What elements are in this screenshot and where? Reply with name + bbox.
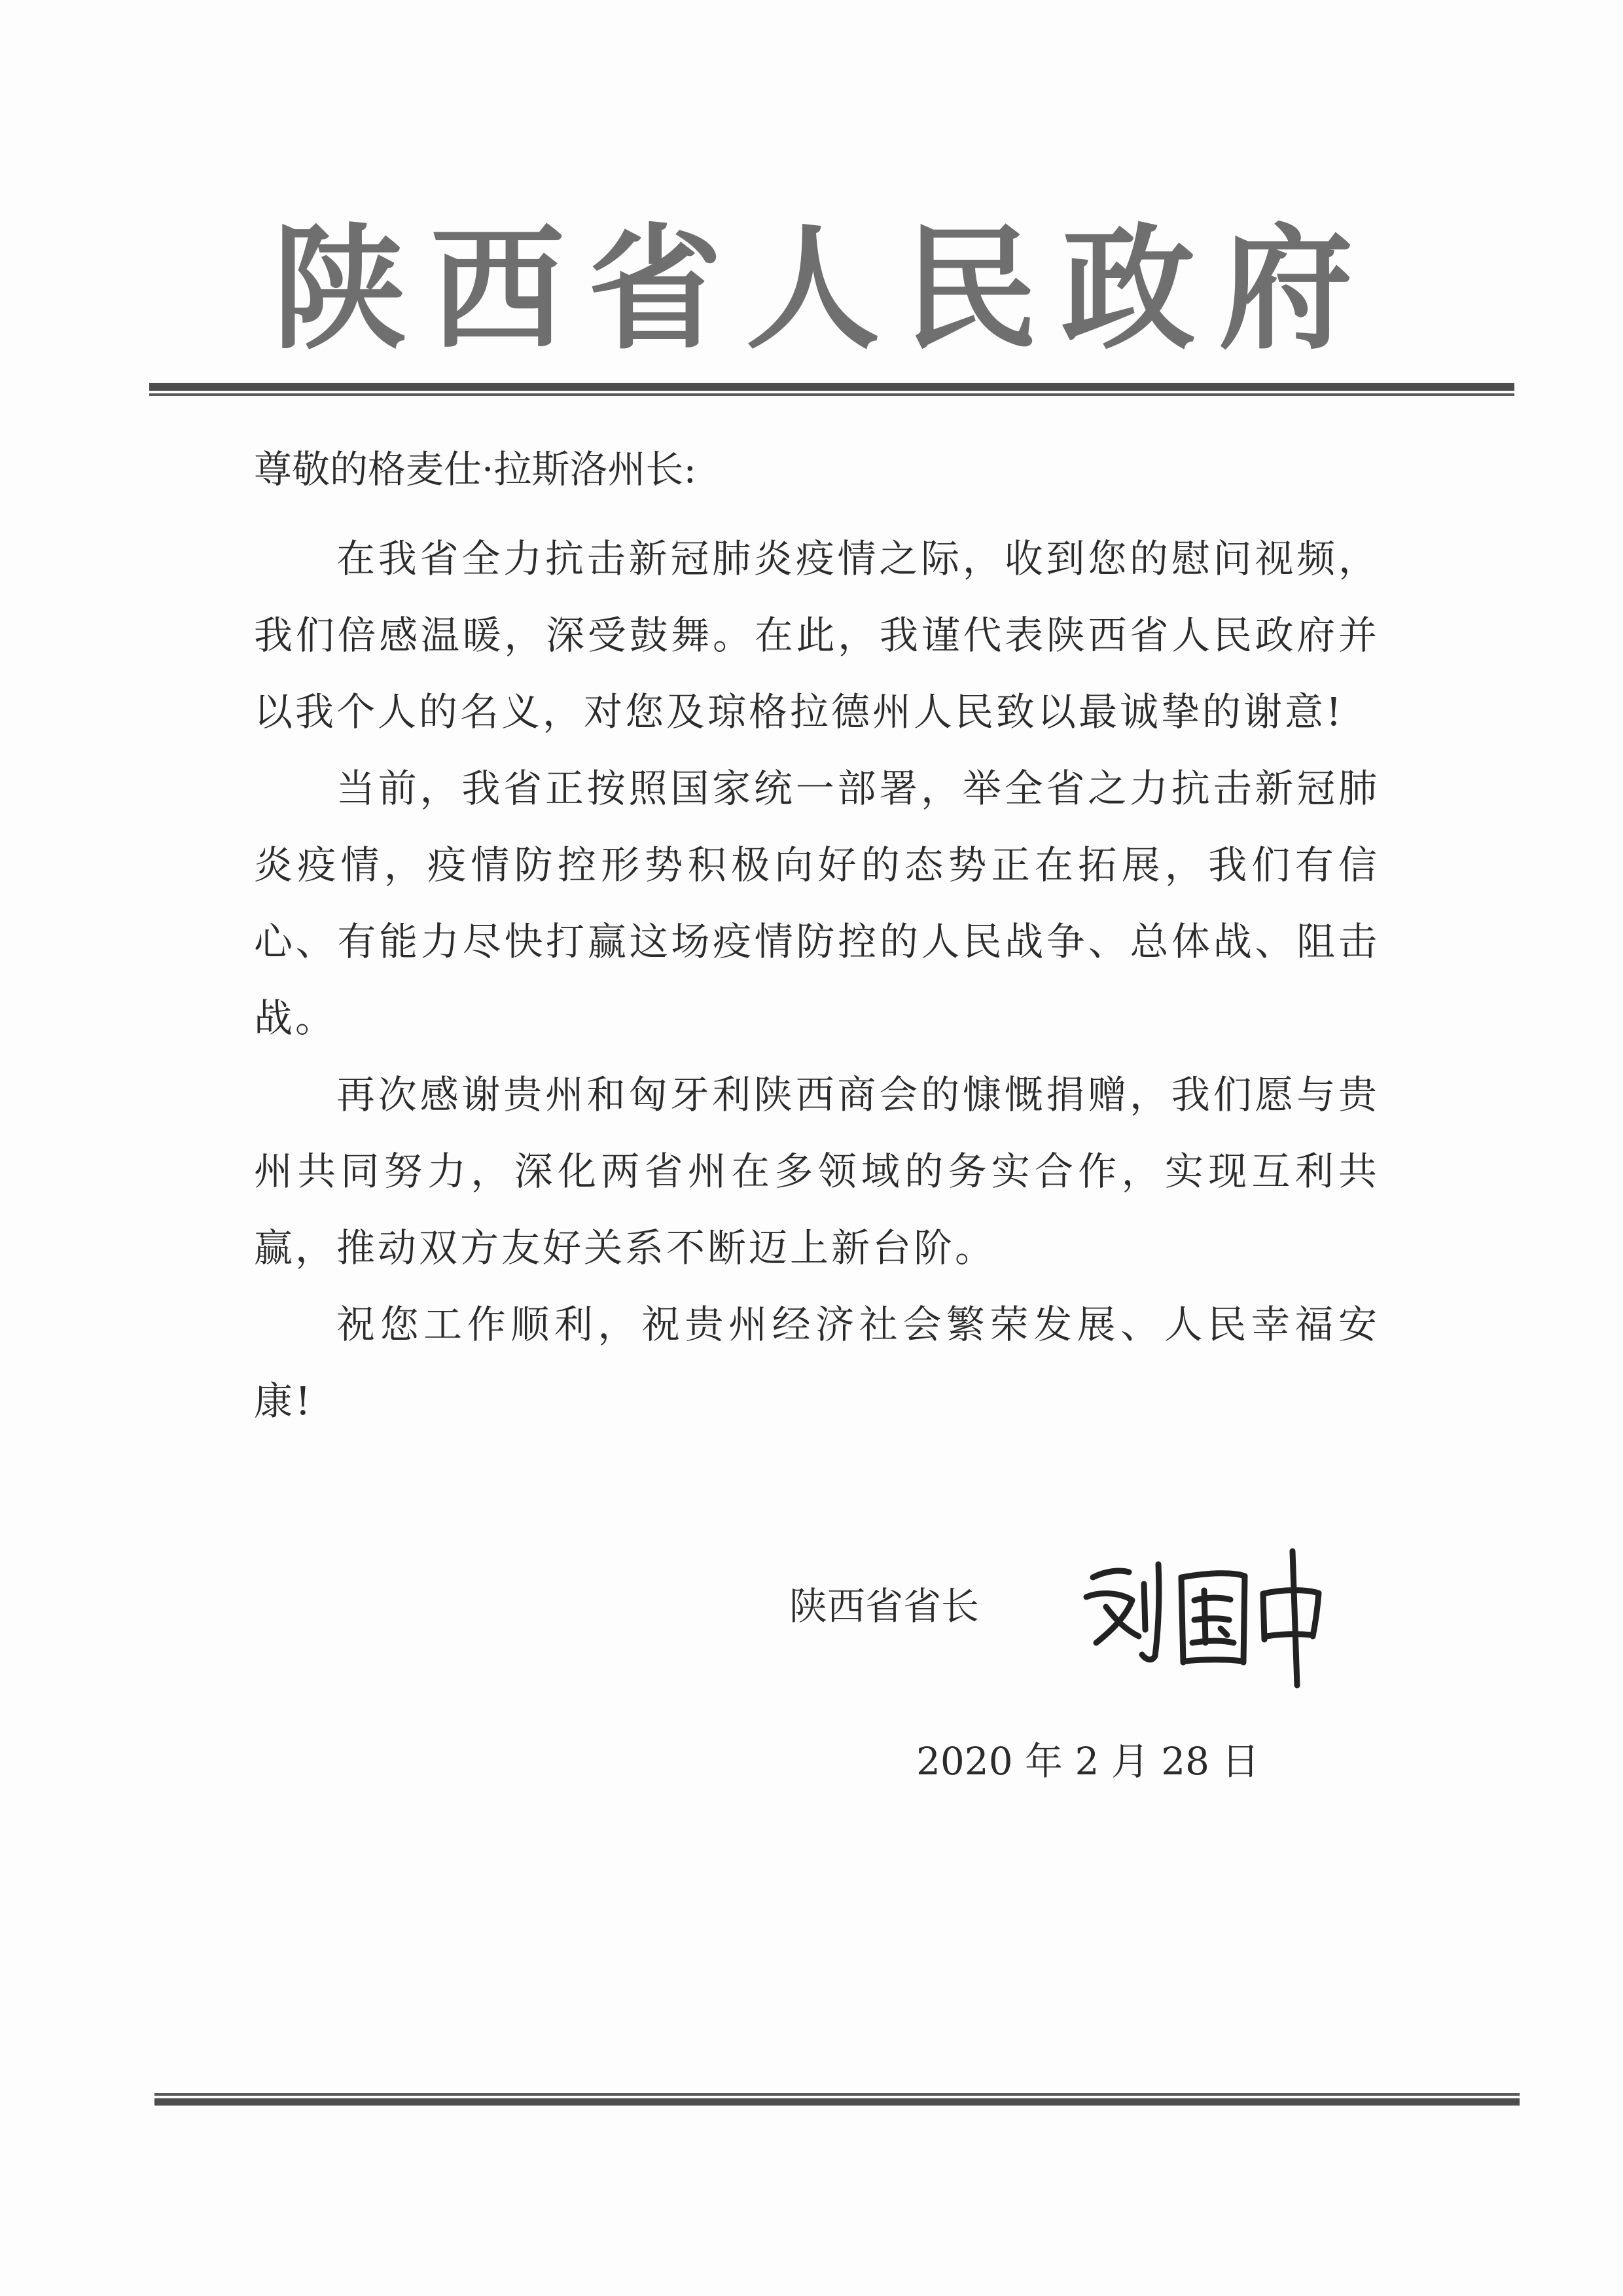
letterhead-rule bbox=[149, 383, 1514, 397]
salutation: 尊敬的格麦仕·拉斯洛州长: bbox=[254, 447, 696, 492]
body-paragraph-3: 再次感谢贵州和匈牙利陕西商会的慷慨捐赠，我们愿与贵州共同努力，深化两省州在多领域的务实合作，实现互利共赢，推动双方友好关系不断迈上新台阶。 bbox=[254, 1072, 1380, 1270]
footer-rule bbox=[154, 2093, 1520, 2106]
signer-title: 陕西省省长 bbox=[789, 1584, 980, 1628]
letterhead-title: 陕西省人民政府 bbox=[272, 211, 1377, 368]
body-paragraph-1: 在我省全力抗击新冠肺炎疫情之际，收到您的慰问视频，我们倍感温暖，深受鼓舞。在此，我谨代表陕西省人民政府并以我个人的名义，对您及琼格拉德州人民致以最诚挚的谢意! bbox=[254, 536, 1380, 734]
letter-date: 2020 年 2 月 28 日 bbox=[916, 1739, 1260, 1784]
footer-rule-thick bbox=[154, 2098, 1520, 2106]
letterhead-rule-thick bbox=[149, 383, 1514, 391]
footer-rule-thin bbox=[154, 2093, 1520, 2096]
handwritten-signature bbox=[1067, 1532, 1342, 1695]
letter-body bbox=[254, 520, 1380, 1439]
body-paragraph-2: 当前，我省正按照国家统一部署，举全省之力抗击新冠肺炎疫情，疫情防控形势积极向好的态势正在拓展，我们有信心、有能力尽快打赢这场疫情防控的人民战争、总体战、阻击战。 bbox=[254, 766, 1380, 1041]
letterhead-rule-thin bbox=[149, 393, 1514, 396]
body-paragraph-4: 祝您工作顺利，祝贵州经济社会繁荣发展、人民幸福安康! bbox=[254, 1302, 1380, 1424]
